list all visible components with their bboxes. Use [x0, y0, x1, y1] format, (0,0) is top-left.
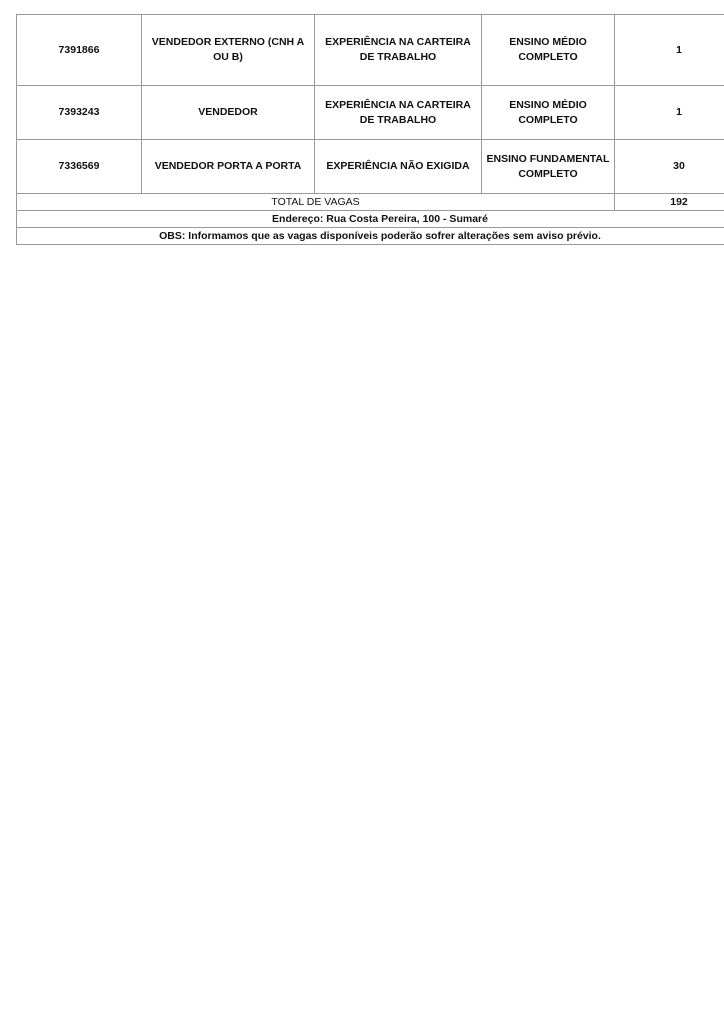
- note-text: OBS: Informamos que as vagas disponíveis poderão sofrer alterações sem aviso prévio.: [17, 228, 724, 245]
- vacancy-education: ENSINO MÉDIO COMPLETO: [482, 15, 615, 86]
- vacancy-code: 7391866: [17, 15, 142, 86]
- vacancy-experience: EXPERIÊNCIA NA CARTEIRA DE TRABALHO: [315, 86, 482, 140]
- table-row: [17, 140, 724, 194]
- vacancy-quantity: 1: [615, 86, 724, 140]
- vacancy-code: 7393243: [17, 86, 142, 140]
- vacancy-education: ENSINO MÉDIO COMPLETO: [482, 86, 615, 140]
- vacancy-role: VENDEDOR EXTERNO (CNH A OU B): [142, 15, 315, 86]
- vacancy-sheet: [16, 14, 708, 245]
- vacancy-code: 7336569: [17, 140, 142, 194]
- total-label: TOTAL DE VAGAS: [17, 194, 615, 211]
- vacancy-education: ENSINO FUNDAMENTAL COMPLETO: [482, 140, 615, 194]
- vacancy-role: VENDEDOR: [142, 86, 315, 140]
- note-row: [17, 228, 724, 245]
- total-row: [17, 194, 724, 211]
- table-row: [17, 86, 724, 140]
- table-row: [17, 15, 724, 86]
- vacancy-experience: EXPERIÊNCIA NÃO EXIGIDA: [315, 140, 482, 194]
- total-value: 192: [615, 194, 724, 211]
- address-row: [17, 211, 724, 228]
- vacancy-experience: EXPERIÊNCIA NA CARTEIRA DE TRABALHO: [315, 15, 482, 86]
- vacancy-role: VENDEDOR PORTA A PORTA: [142, 140, 315, 194]
- vacancy-quantity: 30: [615, 140, 724, 194]
- vacancy-quantity: 1: [615, 15, 724, 86]
- address-text: Endereço: Rua Costa Pereira, 100 - Sumaré: [17, 211, 724, 228]
- vacancy-table: [16, 14, 724, 245]
